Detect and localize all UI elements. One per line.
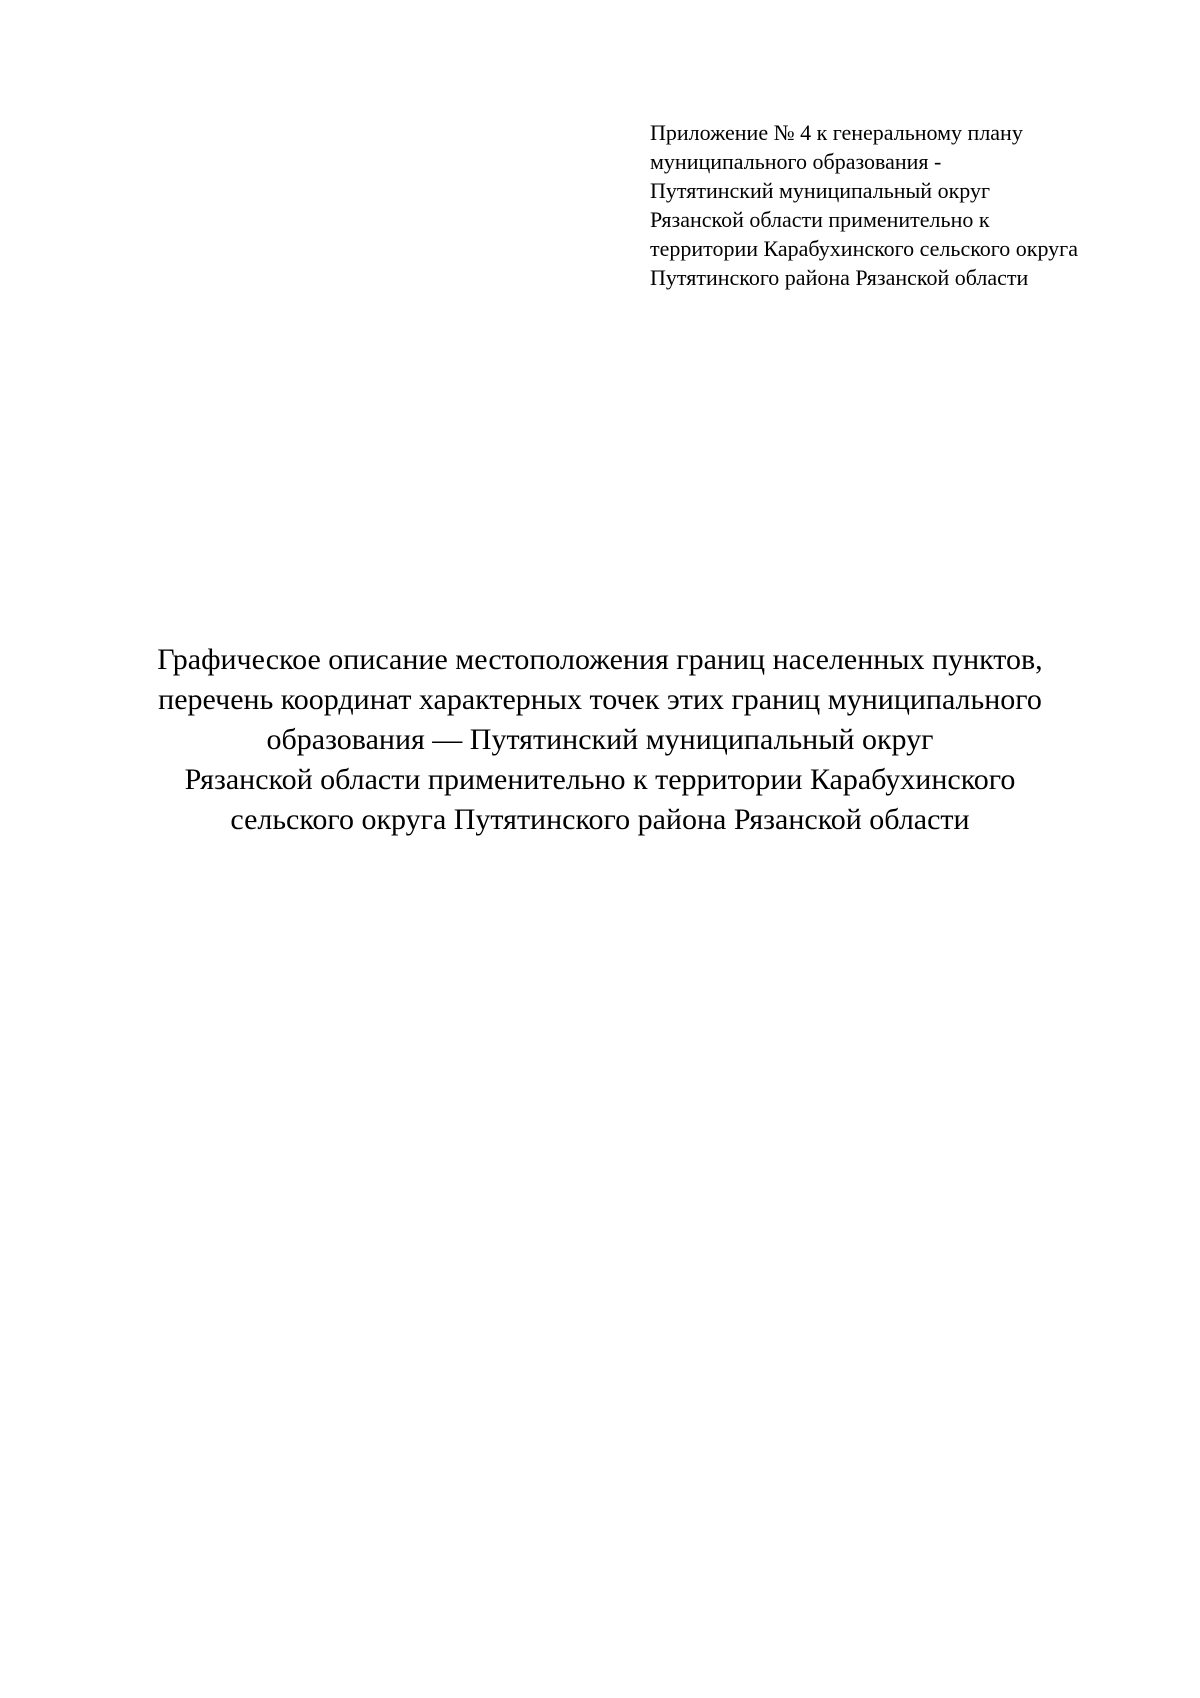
- appendix-line: Рязанской области применительно к: [650, 207, 990, 232]
- document-title: [100, 640, 1100, 840]
- appendix-line: территории Карабухинского сельского округа: [650, 236, 1078, 261]
- appendix-line: Путятинского района Рязанской области: [650, 265, 1029, 290]
- title-line: образования — Путятинский муниципальный округ: [266, 723, 934, 756]
- appendix-note: [650, 118, 1170, 292]
- appendix-line: Путятинский муниципальный округ: [650, 178, 991, 203]
- title-line: Графическое описание местоположения границ населенных пунктов,: [157, 643, 1043, 676]
- appendix-line: муниципального образования -: [650, 149, 942, 174]
- title-line: Рязанской области применительно к территории Карабухинского: [184, 763, 1016, 796]
- appendix-line: Приложение № 4 к генеральному плану: [650, 120, 1023, 145]
- title-line: перечень координат характерных точек этих границ муниципального: [158, 683, 1042, 716]
- title-line: сельского округа Путятинского района Рязанской области: [230, 803, 970, 836]
